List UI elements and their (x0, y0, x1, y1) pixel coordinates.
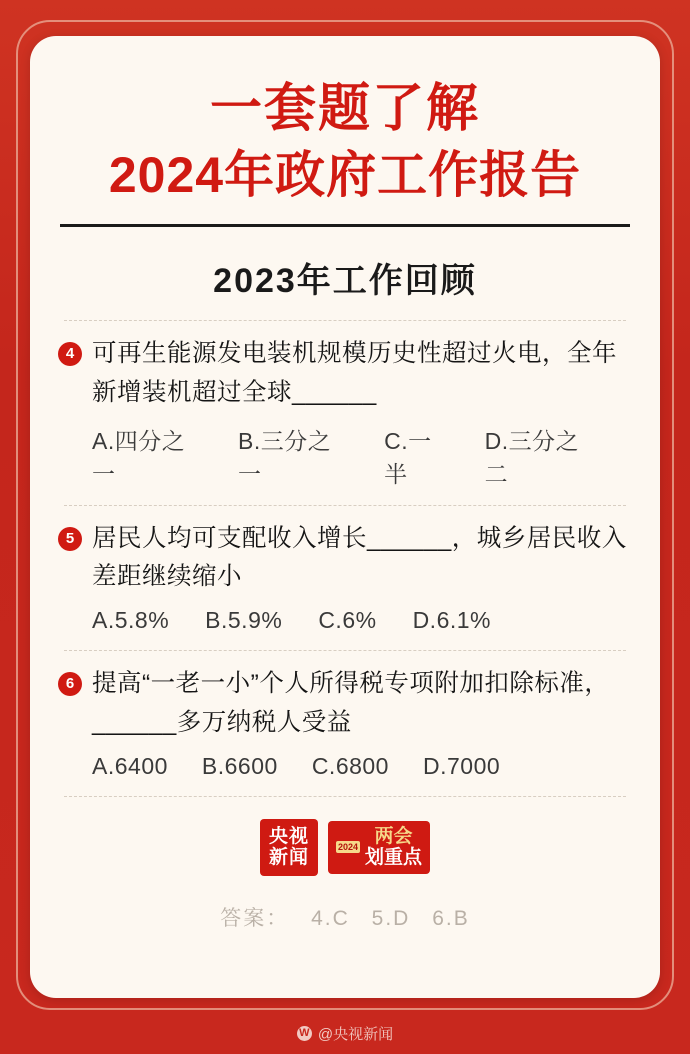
question-number: 4 (58, 342, 82, 366)
question-list (56, 320, 634, 796)
option-d[interactable]: D.6.1% (412, 607, 491, 634)
question-text: 提高“一老一小”个人所得税专项附加扣除标准，______多万纳税人受益 (92, 670, 610, 736)
lianghui-logo (328, 821, 430, 875)
answer-key (56, 902, 634, 932)
answer-label: 答案： (220, 907, 290, 931)
footer-attribution (0, 1023, 690, 1044)
title-divider (60, 224, 630, 227)
question-separator (64, 320, 626, 321)
question-number: 6 (58, 672, 82, 696)
option-d[interactable]: D.三分之二 (484, 427, 580, 487)
question-text: 可再生能源发电装机规模历史性超过火电，全年新增装机超过全球______ (92, 340, 617, 406)
weibo-icon: W (297, 1026, 312, 1041)
question-item (56, 661, 634, 789)
content-card (30, 36, 660, 998)
question-options (92, 753, 632, 780)
title-line-1: 一套题了解 (209, 80, 480, 138)
question-header (58, 520, 632, 597)
answer-item-6: 6.B (432, 907, 470, 931)
option-a[interactable]: A.6400 (92, 752, 168, 779)
title-block (56, 36, 634, 206)
option-c[interactable]: C.一半 (384, 427, 432, 487)
answer-item-5: 5.D (371, 907, 411, 931)
lianghui-logo-line-2: 划重点 (365, 846, 423, 868)
lianghui-year-badge: 2024 (337, 841, 359, 852)
option-b[interactable]: B.5.9% (205, 607, 283, 634)
question-number: 5 (58, 527, 82, 551)
option-b[interactable]: B.三分之一 (238, 427, 332, 487)
cctv-logo-line-1: 央视 (268, 825, 309, 847)
title-line-2: 2024年政府工作报告 (108, 146, 582, 203)
cctv-news-logo (260, 819, 318, 877)
question-header (58, 665, 632, 742)
logo-row (56, 819, 634, 877)
section-subtitle: 2023年工作回顾 (213, 262, 477, 301)
question-item (56, 331, 634, 498)
lianghui-logo-text (365, 826, 422, 869)
option-c[interactable]: C.6800 (311, 752, 389, 779)
cctv-logo-line-2: 新闻 (268, 846, 309, 868)
answer-item-4: 4.C (311, 907, 350, 931)
option-c[interactable]: C.6% (318, 607, 377, 634)
option-a[interactable]: A.5.8% (92, 607, 170, 634)
question-header (58, 335, 632, 412)
option-b[interactable]: B.6600 (201, 752, 278, 779)
option-a[interactable]: A.四分之一 (92, 427, 186, 487)
question-separator (64, 796, 626, 797)
question-separator (64, 650, 626, 651)
lianghui-logo-line-1: 两会 (374, 825, 413, 847)
footer-account-name: @央视新闻 (317, 1026, 394, 1043)
question-text: 居民人均可支配收入增长______，城乡居民收入差距继续缩小 (92, 524, 627, 591)
question-options (92, 423, 632, 489)
question-item (56, 516, 634, 644)
question-options (92, 607, 632, 634)
question-separator (64, 505, 626, 506)
option-d[interactable]: D.7000 (422, 752, 501, 779)
